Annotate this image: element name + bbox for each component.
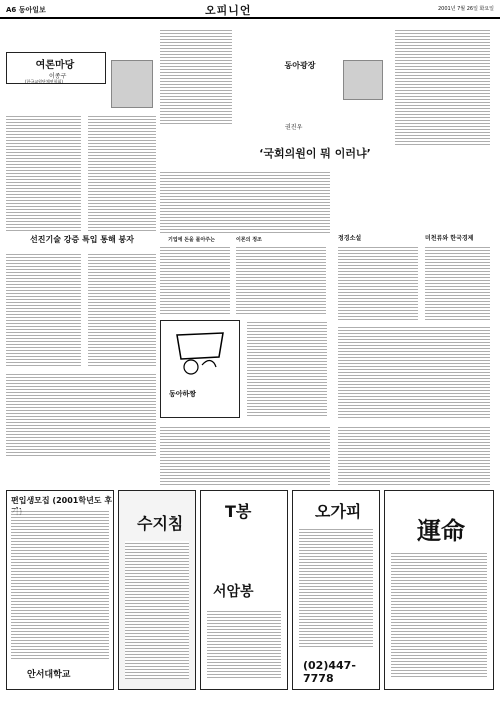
right-middle-title-1: 정경소설 (338, 235, 362, 242)
page-number: A6 동아일보 (6, 6, 46, 14)
seoam-title: 서암봉 (213, 584, 254, 600)
acupuncture-ad (118, 490, 196, 690)
admission-body (11, 509, 109, 659)
ogapi-ad (292, 490, 380, 690)
t-bong-title: T봉 (225, 502, 252, 521)
lower-middle-text (160, 425, 330, 485)
cartoon-drawing (169, 327, 233, 382)
lower-left-text (6, 372, 156, 458)
top-feature-text-b (395, 28, 490, 146)
top-feature-author: 권진우 (285, 124, 303, 131)
top-feature-text-a (160, 28, 232, 124)
left-column-box (6, 52, 106, 84)
acupuncture-title: 수지침 (137, 514, 184, 533)
admission-ad (6, 490, 114, 690)
left-column-author-note: (한국교원단체연합회) (25, 79, 63, 84)
t-bong-body (207, 609, 281, 679)
left-column-author: 이종구 (49, 73, 67, 80)
left-column-text-d (88, 252, 156, 366)
left-column-title: 여론마당 (35, 60, 75, 71)
left-column-article-title: 선진기술 강증 특입 통해 붕자 (30, 235, 134, 244)
small-box-2-title: 이론의 정조 (236, 237, 262, 243)
issue-date: 2001년 7월 26일 화요일 (437, 6, 494, 12)
lower-right-text (338, 425, 490, 485)
middle-center-text (247, 320, 327, 418)
right-middle-text-1 (338, 245, 418, 320)
t-bong-ad (200, 490, 288, 690)
top-feature-photo (343, 60, 383, 100)
ogapi-phone: (02)447-7778 (303, 659, 356, 685)
ogapi-title: 오가피 (315, 502, 362, 521)
small-box-2-text (236, 245, 326, 315)
left-column-text-c (6, 252, 81, 366)
right-middle-text-3 (338, 325, 490, 420)
right-middle-text-2 (425, 245, 490, 320)
left-column-text-b (88, 114, 156, 232)
cartoon-box (160, 320, 240, 418)
cartoon-label: 동아하짱 (169, 390, 197, 398)
left-column-text-a (6, 114, 81, 232)
right-middle-title-2: 미천류와 한국경제 (425, 235, 474, 242)
small-box-1-text (160, 245, 230, 315)
middle-left-text (160, 170, 330, 234)
section-title: 오피니언 (205, 4, 252, 17)
university-name: 안서대학교 (27, 670, 71, 680)
acupuncture-body (125, 541, 189, 679)
top-feature-kicker: 동아광장 (284, 61, 316, 70)
book-title: 運命 (417, 517, 465, 545)
small-box-1-title: 기업에 돈을 몰아주는 (168, 237, 215, 243)
admission-title: 편입생모집 (2001학년도 후 (11, 496, 113, 505)
left-column-photo (111, 60, 153, 108)
book-body (391, 551, 487, 677)
top-feature-headline: ‘국회의원이 뭐 이러냐’ (259, 147, 371, 160)
book-ad (384, 490, 494, 690)
ogapi-body (299, 527, 373, 647)
header-rule (0, 17, 500, 19)
